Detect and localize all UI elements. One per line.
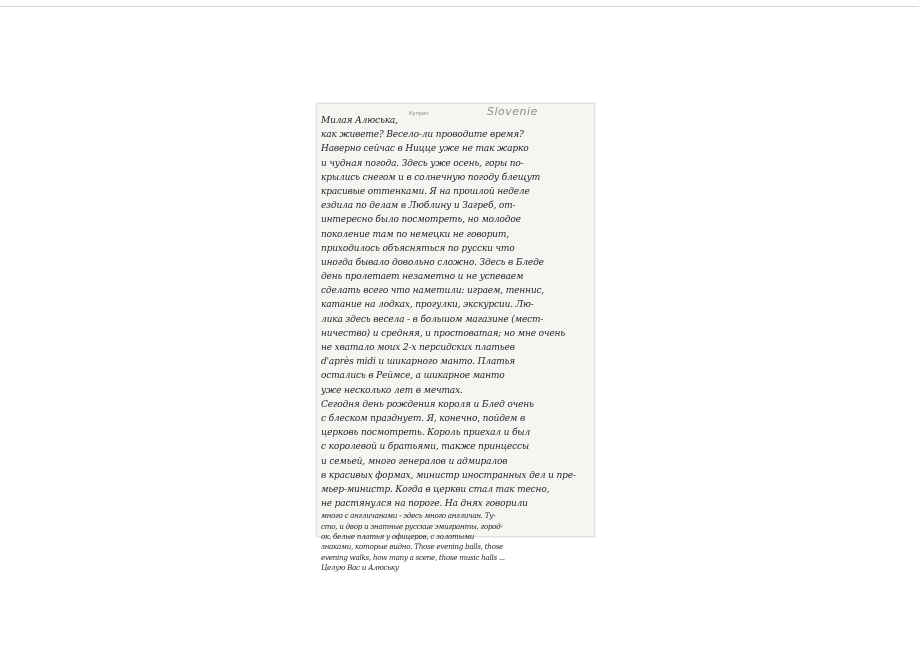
- letter-line: Сегодня день рождения короля и Блед очень: [321, 399, 534, 410]
- letter-line: день пролетает незаметно и не успеваем: [321, 272, 524, 283]
- letter-line: сто, и двор и знатные русские эмигранты, город-: [321, 521, 503, 531]
- letter-line: и семьей, много генералов и адмиралов: [321, 456, 508, 467]
- letter-line: уже несколько лет в мечтах.: [321, 385, 463, 396]
- pencil-note-country: Slovenie: [487, 105, 538, 118]
- letter-line: не хватало моих 2-х персидских платьев: [321, 343, 515, 353]
- postcard-back: [316, 103, 595, 573]
- letter-line: d'après midi и шикарного манто. Платья: [321, 357, 516, 368]
- letter-line: не растянулся на пороге. На днях говорили: [321, 499, 528, 510]
- letter-line: ок, белые платья у офицеров, с золотыми: [321, 532, 475, 542]
- letter-line: знаками, которые видно. Those evening balls, those: [321, 542, 503, 552]
- letter-line: катание на лодках, прогулки, экскурсии. Лю-: [321, 300, 534, 311]
- letter-line: лика здесь весела - в большом магазине (мест-: [321, 314, 544, 325]
- letter-line: ничество) и средняя, и простоватая; но мне очень: [321, 328, 566, 339]
- letter-line: поколение там по немецки не говорит,: [321, 229, 509, 240]
- letter-line: и чудная погода. Здесь уже осень, горы по-: [321, 158, 524, 169]
- letter-line: иногда бывало довольно сложно. Здесь в Бледе: [321, 257, 544, 268]
- letter-line: сделать всего что наметили: играем, теннис,: [321, 286, 545, 297]
- letter-line: интересно было посмотреть, но молодое: [321, 215, 521, 226]
- scan-edge-line: [0, 6, 919, 7]
- letter-line: в красивых формах, министр иностранных дел и пре-: [321, 470, 576, 481]
- pencil-note-name: Куприн: [409, 111, 429, 117]
- letter-line: evening walks, how many a scene, those music halls ...: [321, 552, 505, 562]
- letter-line: приходилось объясняться по русски что: [321, 243, 515, 254]
- letter-line: как живете? Весело-ли проводите время?: [321, 130, 524, 141]
- letter-line: мьер-министр. Когда в церкви стал так тесно,: [321, 484, 550, 495]
- letter-line: красивые оттенками. Я на прошлой неделе: [321, 186, 530, 197]
- letter-line: крылись снегом и в солнечную погоду блещут: [321, 172, 541, 183]
- letter-line: Целую Вас и Алюську: [321, 563, 399, 573]
- letter-line: остались в Реймсе, а шикарное манто: [321, 371, 505, 382]
- letter-line: много с англичанами - здесь много англичан. Ту-: [321, 511, 496, 521]
- letter-line: с блеском празднует. Я, конечно, пойдем в: [321, 413, 526, 424]
- letter-line: Милая Алюська,: [321, 116, 398, 126]
- letter-line: с королевой и братьями, также принцессы: [321, 442, 530, 453]
- letter-line: церковь посмотреть. Король приехал и был: [321, 428, 531, 439]
- letter-line: Наверно сейчас в Ницце уже не так жарко: [321, 144, 529, 155]
- letter-line: ездила по делам в Люблину и Загреб, от-: [321, 201, 516, 212]
- handwritten-letter: [321, 114, 592, 574]
